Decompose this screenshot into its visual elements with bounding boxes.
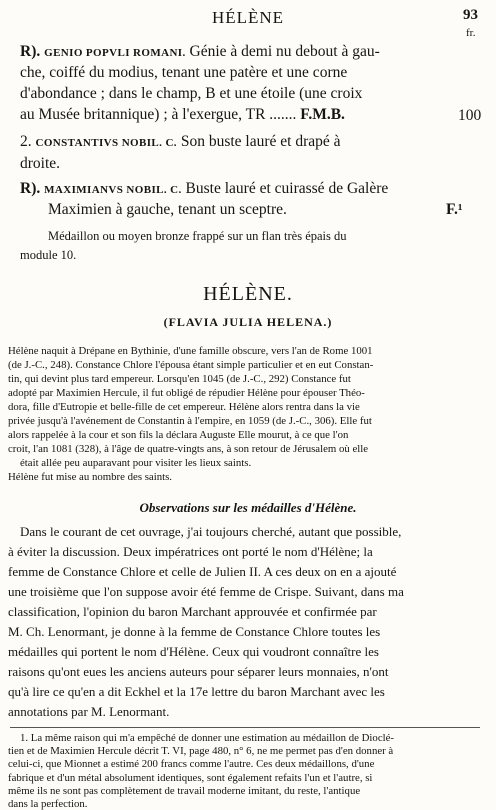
observation-line: femme de Constance Chlore et celle de Julien II. A ces deux on en a ajouté	[8, 564, 397, 579]
entry-3-line-2: Maximien à gauche, tenant un sceptre.	[48, 201, 287, 218]
biography-line: privée jusqu'à l'avénement de Constantin à l'empire, en 1059 (de J.-C., 306). Elle fut	[8, 415, 372, 427]
page-number: 93	[463, 7, 478, 23]
biography-line: croit, l'an 1081 (328), à l'âge de quatre-vingts ans, à son retour de Jérusalem où elle	[8, 443, 369, 455]
note-line-2: module 10.	[20, 248, 77, 262]
entry-3-line-1	[20, 180, 388, 198]
footnote-line: tien et de Maximien Hercule décrit T. VI, page 480, n° 6, ne me permet pas d'en donner à	[8, 745, 394, 758]
biography-line: Hélène fut mise au nombre des saints.	[8, 471, 173, 483]
footnote-line: fabrique et d'un métal absolument identiques, sont également refaits l'un et l'autre, si	[8, 771, 373, 784]
entry-number: 2.	[20, 133, 32, 150]
rarity-mark: F.M.B.	[300, 106, 345, 123]
description-text: Buste lauré et cuirassé de Galère	[185, 180, 389, 197]
entry-1-line-4	[20, 106, 345, 124]
footnote-line: dans la perfection.	[8, 798, 88, 810]
biography-line: alors rappelée à la cour et son fils la déclara Auguste Elle mourut, à ce que l'on	[8, 429, 349, 441]
catalog-marker: fr.	[466, 27, 476, 39]
footnote-line: même ils ne sont pas complètement de travail moderne imitant, du reste, l'antique	[8, 784, 361, 797]
entry-2-line-1	[20, 133, 341, 151]
description-text: Génie à demi nu debout à gau-	[189, 43, 380, 60]
entry-1-line-2: che, coiffé du modius, tenant une patère et une corne	[20, 64, 348, 81]
section-subtitle: (FLAVIA JULIA HELENA.)	[163, 315, 333, 329]
observation-line: médailles qui portent le nom d'Hélène. Ceux qui voudront connaître les	[8, 644, 379, 659]
biography-line: (de J.-C., 248). Constance Chlore l'épousa étant simple particulier et en eut Constan-	[8, 359, 374, 371]
observation-line: raisons qu'ont eues les anciens auteurs pour séparer leurs monnaies, n'ont	[8, 664, 389, 679]
reverse-marker: R).	[20, 180, 41, 197]
reverse-marker: R).	[20, 43, 41, 60]
entry-1-line-3: d'abondance ; dans le champ, B et une étoile (une croix	[20, 85, 363, 102]
observation-line: Dans le courant de cet ouvrage, j'ai toujours cherché, autant que possible,	[20, 524, 402, 539]
observation-line: classification, l'opinion du baron Marchant approuvée et confirmée par	[8, 604, 377, 619]
observation-line: annotations par M. Lenormant.	[8, 704, 170, 719]
description-text: Son buste lauré et drapé à	[180, 133, 341, 150]
coin-legend: MAXIMIANVS NOBIL. C.	[44, 184, 182, 196]
coin-legend: GENIO POPVLI ROMANI.	[44, 47, 186, 59]
rarity-mark: F.¹	[446, 201, 463, 218]
note-line-1: Médaillon ou moyen bronze frappé sur un flan très épais du	[48, 229, 347, 243]
biography-line: dora, fille d'Eutropie et belle-fille de cet empereur. Hélène alors rentra dans la vie	[8, 401, 360, 413]
observations-heading: Observations sur les médailles d'Hélène.	[139, 500, 357, 515]
biography-line: tin, qui devint plus tard empereur. Lorsqu'en 1045 (de J.-C., 292) Constance fut	[8, 373, 351, 385]
coin-legend: CONSTANTIVS NOBIL. C.	[35, 137, 177, 149]
biography-line: était allée peu auparavant pour visiter les lieux saints.	[20, 457, 252, 469]
observation-line: une troisième que l'on suppose avoir été femme de Crispe. Suivant, dans ma	[8, 584, 404, 599]
description-text: au Musée britannique) ; à l'exergue, TR .......	[20, 106, 301, 123]
observation-line: à éviter la discussion. Deux impératrices ont porté le nom d'Hélène; la	[8, 544, 373, 559]
footnote-divider	[10, 727, 480, 728]
biography-line: adopté par Maximien Hercule, il fut obligé de répudier Hélène pour épouser Théo-	[8, 387, 365, 399]
section-title: HÉLÈNE.	[203, 283, 293, 305]
price-value: 100	[458, 107, 482, 124]
footnote-line: celui-ci, que Mionnet a estimé 200 francs comme l'autre. Ces deux médaillons, d'une	[8, 758, 375, 771]
biography-line: Hélène naquit à Drépane en Bythinie, d'une famille obscure, vers l'an de Rome 1001	[8, 345, 373, 357]
entry-1-line-1	[20, 43, 380, 61]
observation-line: M. Ch. Lenormant, je donne à la femme de Constance Chlore toutes les	[8, 624, 381, 639]
running-title: HÉLÈNE	[211, 8, 285, 27]
entry-2-line-2: droite.	[20, 155, 61, 172]
observation-line: qu'à lire ce qu'en a dit Eckhel et la 17e lettre du baron Marchant avec les	[8, 684, 385, 699]
footnote-line: 1. La même raison qui m'a empêché de donner une estimation au médaillon de Dioclé-	[20, 732, 395, 744]
